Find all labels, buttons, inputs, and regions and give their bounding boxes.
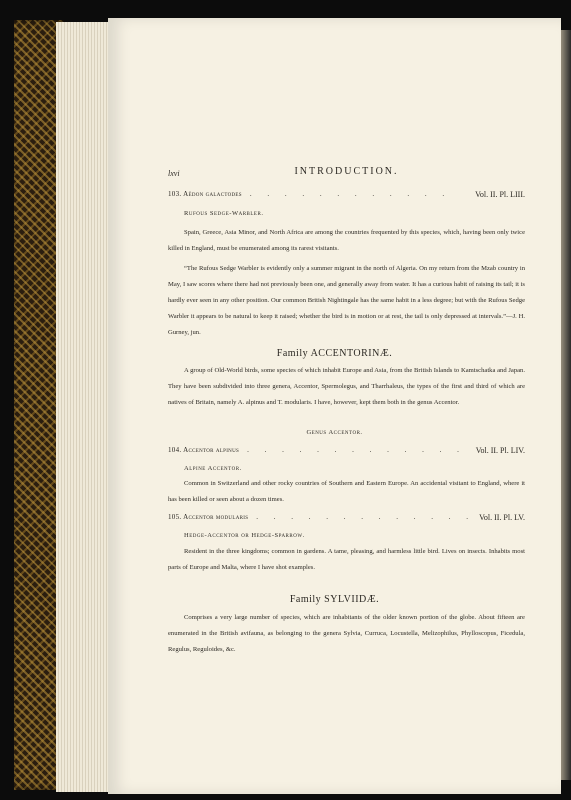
species-entry-103	[168, 190, 525, 198]
species-description	[168, 544, 525, 576]
common-name: Hedge-Accentor or Hedge-Sparrow.	[184, 532, 305, 539]
family-heading: Family ACCENTORINÆ.	[276, 348, 393, 359]
paragraph: Resident in the three kingdoms; common in gardens. A tame, pleasing, and harmless little bird. Lives on insects. Inhabits most parts of Europe and Malta, where I have shot examples.	[168, 548, 525, 571]
paragraph: Comprises a very large number of species, which are inhabitants of the older known portion of the globe. About fifteen are enumerated in the British avifauna, as belonging to the genera Sylvia, Curruca, Locustella, Melizophilus, Phylloscopus, Ficedula, Regulus, Reguloides, &c.	[168, 614, 525, 653]
common-name: Alpine Accentor.	[184, 465, 242, 472]
species-entry-105	[168, 513, 525, 521]
plate-reference: Vol. II. Pl. LV.	[479, 513, 525, 522]
page-number: lxvi	[168, 169, 180, 178]
leader-dots: . . . . . . . . . . . . .	[256, 513, 476, 521]
plate-reference: Vol. II. Pl. LIII.	[475, 190, 525, 199]
plate-reference: Vol. II. Pl. LIV.	[475, 446, 525, 455]
species-name: 105. Accentor modularis	[168, 513, 249, 521]
paragraph: Common in Switzerland and other rocky countries of Southern and Eastern Europe. An accidental visitant to England, where it has been killed or seen about a dozen times.	[168, 480, 525, 503]
family-description	[168, 363, 525, 411]
species-name: 103. Aëdon galactodes	[168, 190, 242, 198]
species-entry-104	[168, 446, 525, 454]
book-page	[108, 18, 561, 794]
running-title: INTRODUCTION.	[294, 166, 399, 177]
species-description	[168, 225, 525, 341]
species-name: 104. Accentor alpinus	[168, 446, 240, 454]
quotation-paragraph: “The Rufous Sedge Warbler is evidently only a summer migrant in the north of Algeria. On my return from the Mzab country in May, I saw scores where there had not previously been one, and generally away from water. It has a curious habit of raising its tail; it is hardly ever seen in any other position. Our common British Nightingale has the same habit in a less degree; but with the Rufous Sedge Warbler it appears to be natural to keep it raised; whether the bird is in motion or at rest, the tail is only depressed at intervals.”—J. H. Gurney, jun.	[168, 265, 525, 336]
leader-dots: . . . . . . . . . . . .	[249, 190, 452, 198]
family-heading: Family SYLVIIDÆ.	[289, 594, 380, 605]
common-name: Rufous Sedge-Warbler.	[184, 210, 264, 217]
page-header	[168, 166, 525, 180]
page-stack	[56, 22, 114, 792]
species-description	[168, 476, 525, 508]
paragraph: A group of Old-World birds, some species of which inhabit Europe and Asia, from the British Islands to Kamtschatka and Japan. They have been subdivided into three genera, Accentor, Spermolegus, and Tharrhaleus, the types of the first and third of which are natives of Britain, namely A. alpinus and T. modularis. I have, however, kept them both in the genus Accentor.	[168, 367, 525, 406]
paragraph: Spain, Greece, Asia Minor, and North Africa are among the countries frequented by this species, which, having been only twice killed in England, must be enumerated among its rarest visitants.	[168, 229, 525, 252]
genus-heading: Genus Accentor.	[306, 429, 363, 436]
leader-dots: . . . . . . . . . . . . .	[247, 446, 466, 454]
family-description	[168, 610, 525, 658]
